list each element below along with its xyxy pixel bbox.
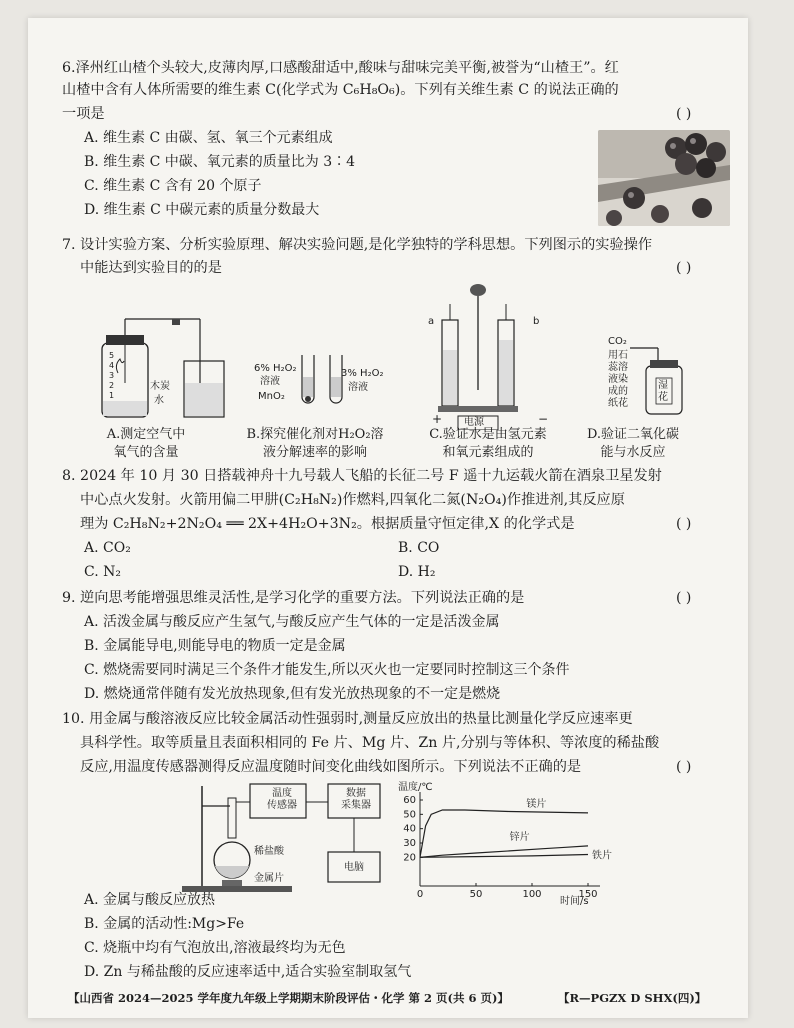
q8-line-2: 中心点火发射。火箭用偏二甲肼(C₂H₈N₂)作燃料,四氧化二氮(N₂O₄)作推进剂,其反应原 bbox=[80, 492, 625, 508]
label-solution-2: 溶液 bbox=[348, 382, 368, 393]
label-co2: CO₂ bbox=[608, 336, 627, 347]
label-metal-piece: 金属片 bbox=[254, 873, 284, 884]
exam-page bbox=[28, 18, 748, 1018]
label-h2o2-3: 3% H₂O₂ bbox=[341, 368, 384, 379]
q9-answer-bracket: ( ) bbox=[676, 590, 692, 606]
label-mno2: MnO₂ bbox=[258, 391, 285, 402]
q10-option-c: C. 烧瓶中均有气泡放出,溶液最终均为无色 bbox=[84, 940, 346, 956]
q9-option-d: D. 燃烧通常伴随有发光放热现象,但有发光放热现象的不一定是燃烧 bbox=[84, 686, 501, 702]
q10-line-1: 10. 用金属与酸溶液反应比较金属活动性强弱时,测量反应放出的热量比测量化学反应速率更 bbox=[62, 711, 633, 727]
q8-option-b: B. CO bbox=[398, 540, 440, 556]
label-litmus-paper: 用石 蕊溶 液染 成的 纸花 bbox=[608, 350, 628, 409]
q10-line-2: 具科学性。取等质量且表面积相同的 Fe 片、Mg 片、Zn 片,分别与等体积、等浓度的稀盐酸 bbox=[80, 735, 660, 751]
q10-option-d: D. Zn 与稀盐酸的反应速率适中,适合实验室制取氢气 bbox=[84, 964, 412, 980]
chart-series-label: 铁片 bbox=[592, 850, 612, 862]
q7-line-1: 7. 设计实验方案、分析实验原理、解决实验问题,是化学独特的学科思想。下列图示的实验操作 bbox=[62, 237, 653, 253]
chart-y-tick-label: 40 bbox=[403, 823, 416, 835]
q7-caption-c: C.验证水是由氢元素 和氧元素组成的 bbox=[429, 427, 547, 460]
diagram-c-electrolysis bbox=[418, 280, 538, 430]
q8-option-c: C. N₂ bbox=[84, 564, 121, 580]
q8-line-3: 理为 C₂H₈N₂+2N₂O₄ ══ 2X+4H₂O+3N₂。根据质量守恒定律,X 的化学式是 bbox=[80, 516, 575, 532]
label-minus: − bbox=[538, 412, 549, 426]
label-wet: 湿 花 bbox=[658, 380, 668, 403]
hawthorn-berries-image bbox=[598, 130, 730, 226]
label-computer: 电脑 bbox=[344, 862, 364, 873]
label-data-collector: 数据 采集器 bbox=[341, 788, 371, 811]
q10-option-b: B. 金属的活动性:Mg>Fe bbox=[84, 916, 245, 932]
q10-option-a: A. 金属与酸反应放热 bbox=[84, 892, 216, 908]
diagram-b-test-tubes bbox=[296, 353, 356, 413]
footer-right: 【R—PGZX D SHX(四)】 bbox=[558, 991, 707, 1005]
label-h2o2-6: 6% H₂O₂ bbox=[254, 363, 297, 374]
chart-y-tick-label: 60 bbox=[403, 795, 416, 806]
chart-x-tick-label: 150 bbox=[578, 889, 598, 900]
chart-x-tick-label: 0 bbox=[416, 889, 424, 900]
label-water: 水 bbox=[154, 395, 164, 406]
q9-option-a: A. 活泼金属与酸反应产生氢气,与酸反应产生气体的一定是活泼金属 bbox=[84, 614, 500, 630]
chart-x-axis-label: 时间/s bbox=[560, 896, 589, 907]
q7-caption-d: D.验证二氧化碳 能与水反应 bbox=[586, 427, 680, 460]
q6-option-c: C. 维生素 C 含有 20 个原子 bbox=[84, 178, 262, 194]
chart-y-tick-label: 50 bbox=[403, 809, 416, 821]
diagram-d-co2-bottle bbox=[628, 338, 688, 418]
q7-line-2: 中能达到实验目的的是 bbox=[80, 260, 222, 276]
label-power: 电源 bbox=[464, 417, 484, 428]
q6-line-1: 6.泽州红山楂个头较大,皮薄肉厚,口感酸甜适中,酸味与甜味完美平衡,被誉为“山楂王”。红 bbox=[62, 60, 619, 76]
label-electrode-b: b bbox=[533, 316, 540, 327]
chart-x-tick-label: 100 bbox=[522, 889, 542, 900]
q8-answer-bracket: ( ) bbox=[676, 516, 692, 532]
q10-answer-bracket: ( ) bbox=[676, 759, 692, 775]
q7-caption-a: A.测定空气中 氧气的含量 bbox=[106, 427, 186, 460]
q8-option-a: A. CO₂ bbox=[84, 540, 131, 556]
chart-x-tick-label: 50 bbox=[469, 889, 483, 900]
chart-series-label: 镁片 bbox=[526, 798, 547, 810]
q6-line-2: 山楂中含有人体所需要的维生素 C(化学式为 C₆H₈O₆)。下列有关维生素 C 的说法正确的 bbox=[62, 82, 619, 98]
label-temp-sensor: 温度 传感器 bbox=[267, 788, 297, 811]
label-plus: + bbox=[432, 412, 443, 426]
chart-series-label: 锌片 bbox=[509, 831, 530, 843]
footer-left: 【山西省 2024—2025 学年度九年级上学期期末阶段评估・化学 第 2 页(共 6 页)】 bbox=[68, 991, 509, 1005]
q8-option-d: D. H₂ bbox=[398, 564, 436, 580]
q9-line-1: 9. 逆向思考能增强思维灵活性,是学习化学的重要方法。下列说法正确的是 bbox=[62, 590, 525, 606]
label-solution-1: 溶液 bbox=[260, 376, 280, 387]
label-electrode-a: a bbox=[428, 316, 435, 327]
q6-line-3: 一项是 bbox=[62, 106, 105, 122]
q7-caption-b: B.探究催化剂对H₂O₂溶 液分解速率的影响 bbox=[246, 427, 384, 460]
q8-line-1: 8. 2024 年 10 月 30 日搭载神舟十九号载人飞船的长征二号 F 遥十九运载火箭在酒泉卫星发射 bbox=[62, 468, 662, 484]
q7-answer-bracket: ( ) bbox=[676, 260, 692, 276]
label-charcoal: 木炭 bbox=[150, 381, 170, 392]
q6-option-a: A. 维生素 C 由碳、氢、氧三个元素组成 bbox=[84, 130, 333, 146]
chart-y-tick-label: 30 bbox=[403, 838, 416, 849]
chart-series-line bbox=[420, 810, 588, 857]
q9-option-c: C. 燃烧需要同时满足三个条件才能发生,所以灭火也一定要同时控制这三个条件 bbox=[84, 662, 570, 678]
q6-option-b: B. 维生素 C 中碳、氧元素的质量比为 3∶4 bbox=[84, 154, 356, 170]
q6-answer-bracket: ( ) bbox=[676, 106, 692, 122]
q10-line-3: 反应,用温度传感器测得反应温度随时间变化曲线如图所示。下列说法不正确的是 bbox=[80, 759, 582, 775]
chart-y-axis-label: 温度/℃ bbox=[398, 782, 433, 793]
label-dilute-hcl: 稀盐酸 bbox=[254, 846, 284, 857]
q6-option-d: D. 维生素 C 中碳元素的质量分数最大 bbox=[84, 202, 320, 218]
diagram-a-scale: 5 4 3 2 1 bbox=[109, 351, 115, 400]
q10-temperature-chart bbox=[388, 778, 658, 908]
chart-y-tick-label: 20 bbox=[403, 852, 416, 864]
q9-option-b: B. 金属能导电,则能导电的物质一定是金属 bbox=[84, 638, 346, 654]
hawthorn-photo bbox=[598, 130, 730, 226]
